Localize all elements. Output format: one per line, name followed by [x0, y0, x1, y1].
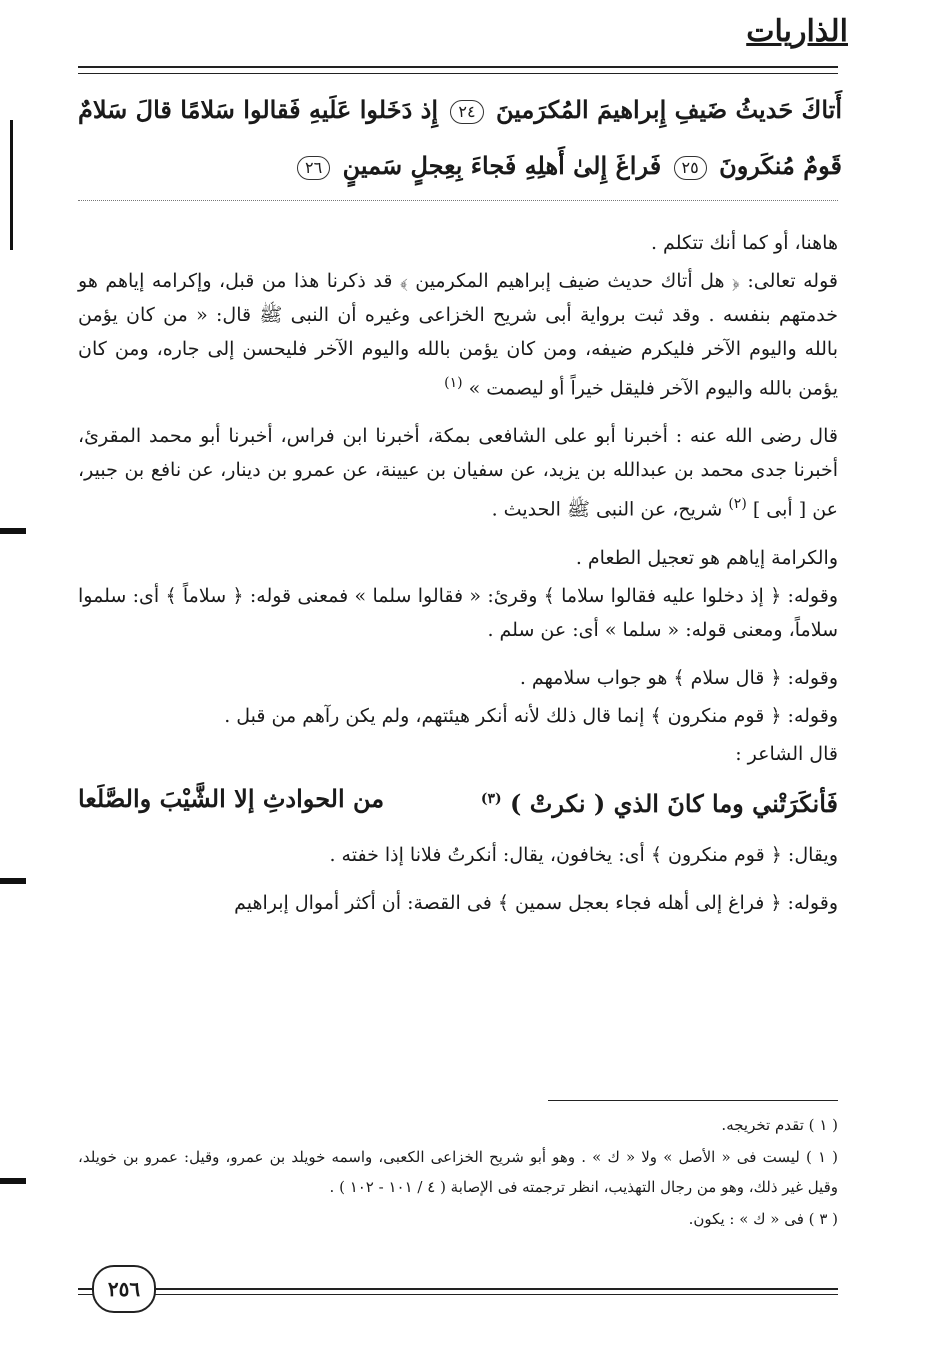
poem-first-hemistich	[481, 775, 838, 828]
verse-24-text: أَتاكَ حَديثُ ضَيفِ إِبراهيمَ المُكرَمينَ	[496, 95, 842, 124]
paragraph-3	[78, 419, 838, 526]
footer-rule	[78, 1288, 838, 1295]
footnote-ref-3: (٣)	[480, 790, 502, 807]
paragraph-6: وقوله: ﴿ قال سلام ﴾ هو جواب سلامهم .	[519, 666, 838, 689]
paragraph-2	[78, 264, 838, 405]
surah-title: الذاريات	[746, 14, 848, 49]
paragraph-9: ويقال: ﴿ قوم منكرون ﴾ أى: يخافون، يقال: أنكرتُ فلانا إذا خفته .	[329, 843, 838, 866]
paragraph-5: وقوله: ﴿ إذ دخلوا عليه فقالوا سلاما ﴾ وقرئ: « فقالوا سلما » فمعنى قوله: ﴿ سلاماً ﴾ أى: سلموا سلاماً، ومعنى قوله: « سلما » أى: عن سلم .	[78, 584, 838, 641]
verse-divider	[78, 200, 838, 201]
paragraph-10: وقوله: ﴿ فراغ إلى أهله فجاء بعجل سمين ﴾ فى القصة: أن أكثر أموال إبراهيم	[234, 891, 838, 914]
paragraph-8: قال الشاعر :	[735, 742, 838, 765]
header-rule	[78, 66, 838, 74]
footnote-1: ( ١ ) تقدم تخريجه.	[721, 1116, 838, 1134]
margin-line	[10, 120, 13, 250]
verse-26-text: فَراغَ إِلىٰ أَهلِهِ فَجاءَ بِعِجلٍ سَمينٍ	[342, 151, 662, 180]
paragraph-7: وقوله: ﴿ قوم منكرون ﴾ إنما قال ذلك لأنه أنكر هيئتهم، ولم يكن رآهم من قبل .	[224, 704, 838, 727]
paragraph-3-text: قال رضى الله عنه : أخبرنا أبو على الشافعى بمكة، أخبرنا ابن فراس، أخبرنا أبو محمد المقرئ، أخبرنا جدى محمد بن عبدالله بن يزيد، عن سفيان بن عيينة، عن عمرو بن دينار، عن نافع بن جبير، عن [ أبى ]	[78, 425, 838, 521]
commentary-body	[78, 226, 838, 934]
poem-first-hemistich-text: فَأنكَرَتْني وما كانَ الذي ( نكرتْ )	[510, 788, 838, 818]
footnote-ref-2: (٢)	[728, 496, 747, 513]
footnote-2: ( ١ ) ليست فى « الأصل » ولا « ك » . وهو أبو شريح الخزاعى الكعبى، واسمه خويلد بن عمرو، وقيل: عمرو بن خويلد، وقيل غير ذلك، وهو من رجال التهذيب، انظر ترجمته فى الإصابة ( ٤ / ١٠١ - ١٠٢ ) .	[78, 1148, 838, 1196]
paragraph-4: والكرامة إياهم هو تعجيل الطعام .	[575, 546, 838, 569]
paragraph-3-end: شريح، عن النبى ﷺ الحديث .	[491, 498, 723, 521]
verse-25-text: إِذ دَخَلوا عَلَيهِ فَقالوا سَلامًا قالَ سَلامٌ قَومٌ مُنكَرونَ	[78, 95, 842, 180]
quran-verses	[78, 82, 842, 194]
margin-tick-mark	[0, 1178, 26, 1184]
ayah-number-26: ٢٦	[297, 156, 330, 180]
poem-second-hemistich: من الحوادثِ إلا الشَّيْبَ والصَّلَعا	[78, 783, 385, 813]
footnote-3: ( ٣ ) فى « ك » : يكون.	[688, 1210, 838, 1228]
ayah-number-24: ٢٤	[450, 100, 483, 124]
poem-verse	[78, 775, 838, 828]
footnote-rule	[548, 1100, 838, 1101]
ayah-number-25: ٢٥	[674, 156, 707, 180]
margin-tick-mark	[0, 528, 26, 534]
footnotes	[78, 1110, 838, 1236]
margin-tick-mark	[0, 878, 26, 884]
paragraph-2-text: قوله تعالى: ﴿ هل أتاك حديث ضيف إبراهيم المكرمين ﴾ قد ذكرنا هذا من قبل، وإكرامه إياهم هو خدمتهم بنفسه . وقد ثبت برواية أبى شريح الخزاعى وغيره أن النبى ﷺ قال: « من كان يؤمن بالله واليوم الآخر فليكرم ضيفه، ومن كان يؤمن بالله واليوم الآخر فليحسن إلى جاره، ومن كان يؤمن بالله واليوم الآخر فليقل خيراً أو ليصمت »	[78, 270, 838, 400]
paragraph-1: هاهنا، أو كما أنك تتكلم .	[650, 232, 838, 254]
page-number: ٢٥٦	[92, 1265, 156, 1313]
footnote-ref-1: (١)	[444, 375, 463, 391]
